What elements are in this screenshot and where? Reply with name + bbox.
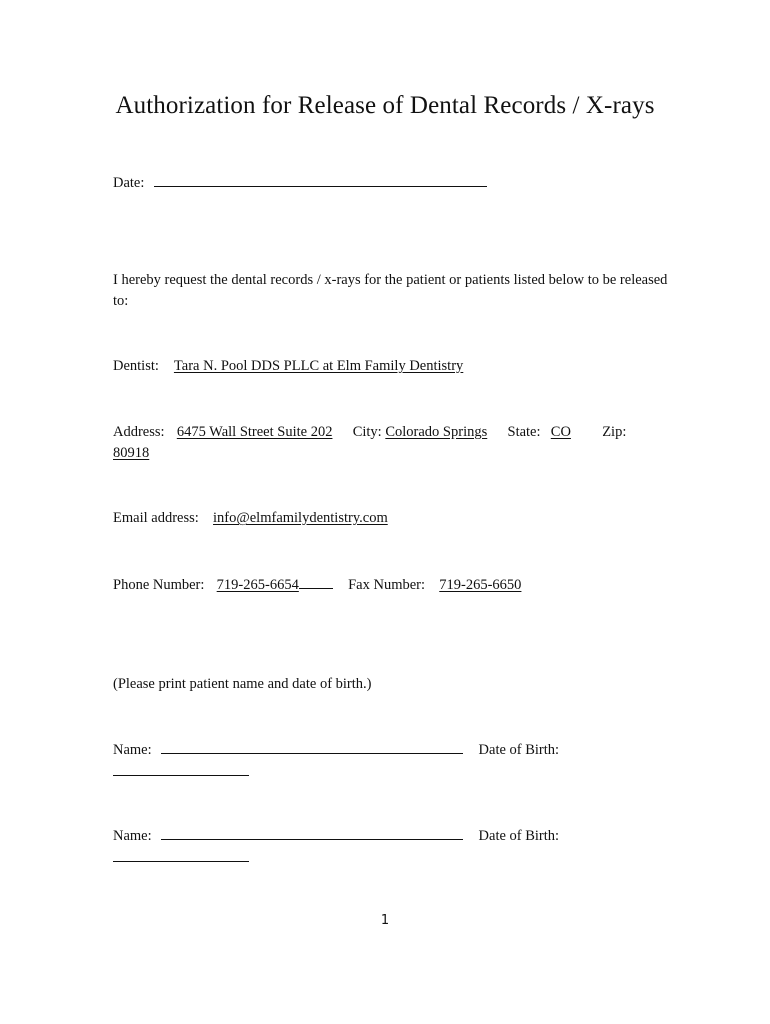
zip-row bbox=[113, 445, 149, 462]
patient-instruction: (Please print patient name and date of birth.) bbox=[113, 676, 372, 692]
phone-value: 719-265-6654 bbox=[216, 577, 299, 593]
patient-dob-field[interactable] bbox=[113, 763, 249, 776]
phone-label: Phone Number: bbox=[113, 577, 205, 593]
dentist-label: Dentist: bbox=[113, 358, 159, 374]
address-value: 6475 Wall Street Suite 202 bbox=[176, 424, 333, 440]
address-label: Address: bbox=[113, 424, 165, 440]
patient-dob-row-1 bbox=[113, 763, 249, 781]
patient-dob-field[interactable] bbox=[113, 849, 249, 862]
zip-label: Zip: bbox=[602, 424, 627, 440]
date-label: Date: bbox=[113, 175, 145, 191]
email-row bbox=[113, 510, 388, 527]
patient-name-field[interactable] bbox=[161, 827, 463, 840]
phone-row bbox=[113, 576, 521, 594]
date-row bbox=[113, 174, 487, 192]
fax-value: 719-265-6650 bbox=[439, 577, 522, 593]
state-value: CO bbox=[550, 424, 571, 440]
request-paragraph: I hereby request the dental records / x-rays for the patient or patients listed below to be released to: bbox=[113, 272, 668, 309]
patient-dob-label: Date of Birth: bbox=[478, 742, 560, 758]
date-field[interactable] bbox=[154, 174, 487, 187]
patient-name-field[interactable] bbox=[161, 741, 463, 754]
email-value: info@elmfamilydentistry.com bbox=[213, 510, 388, 526]
page-number: 1 bbox=[380, 913, 390, 928]
patient-name-label: Name: bbox=[113, 828, 152, 844]
patient-name-label: Name: bbox=[113, 742, 152, 758]
patient-dob-label: Date of Birth: bbox=[478, 828, 560, 844]
dentist-row bbox=[113, 358, 463, 375]
patient-row-2 bbox=[113, 827, 559, 845]
phone-blank bbox=[299, 576, 333, 589]
state-label: State: bbox=[507, 424, 541, 440]
address-row bbox=[113, 424, 626, 441]
fax-label: Fax Number: bbox=[348, 577, 426, 593]
city-value: Colorado Springs bbox=[385, 424, 488, 440]
document-title: Authorization for Release of Dental Records / X-rays bbox=[115, 92, 655, 119]
email-label: Email address: bbox=[113, 510, 199, 526]
dentist-value: Tara N. Pool DDS PLLC at Elm Family Dentistry bbox=[173, 358, 464, 374]
patient-row-1 bbox=[113, 741, 559, 759]
patient-dob-row-2 bbox=[113, 849, 249, 867]
zip-value: 80918 bbox=[113, 445, 150, 461]
city-label: City: bbox=[352, 424, 382, 440]
